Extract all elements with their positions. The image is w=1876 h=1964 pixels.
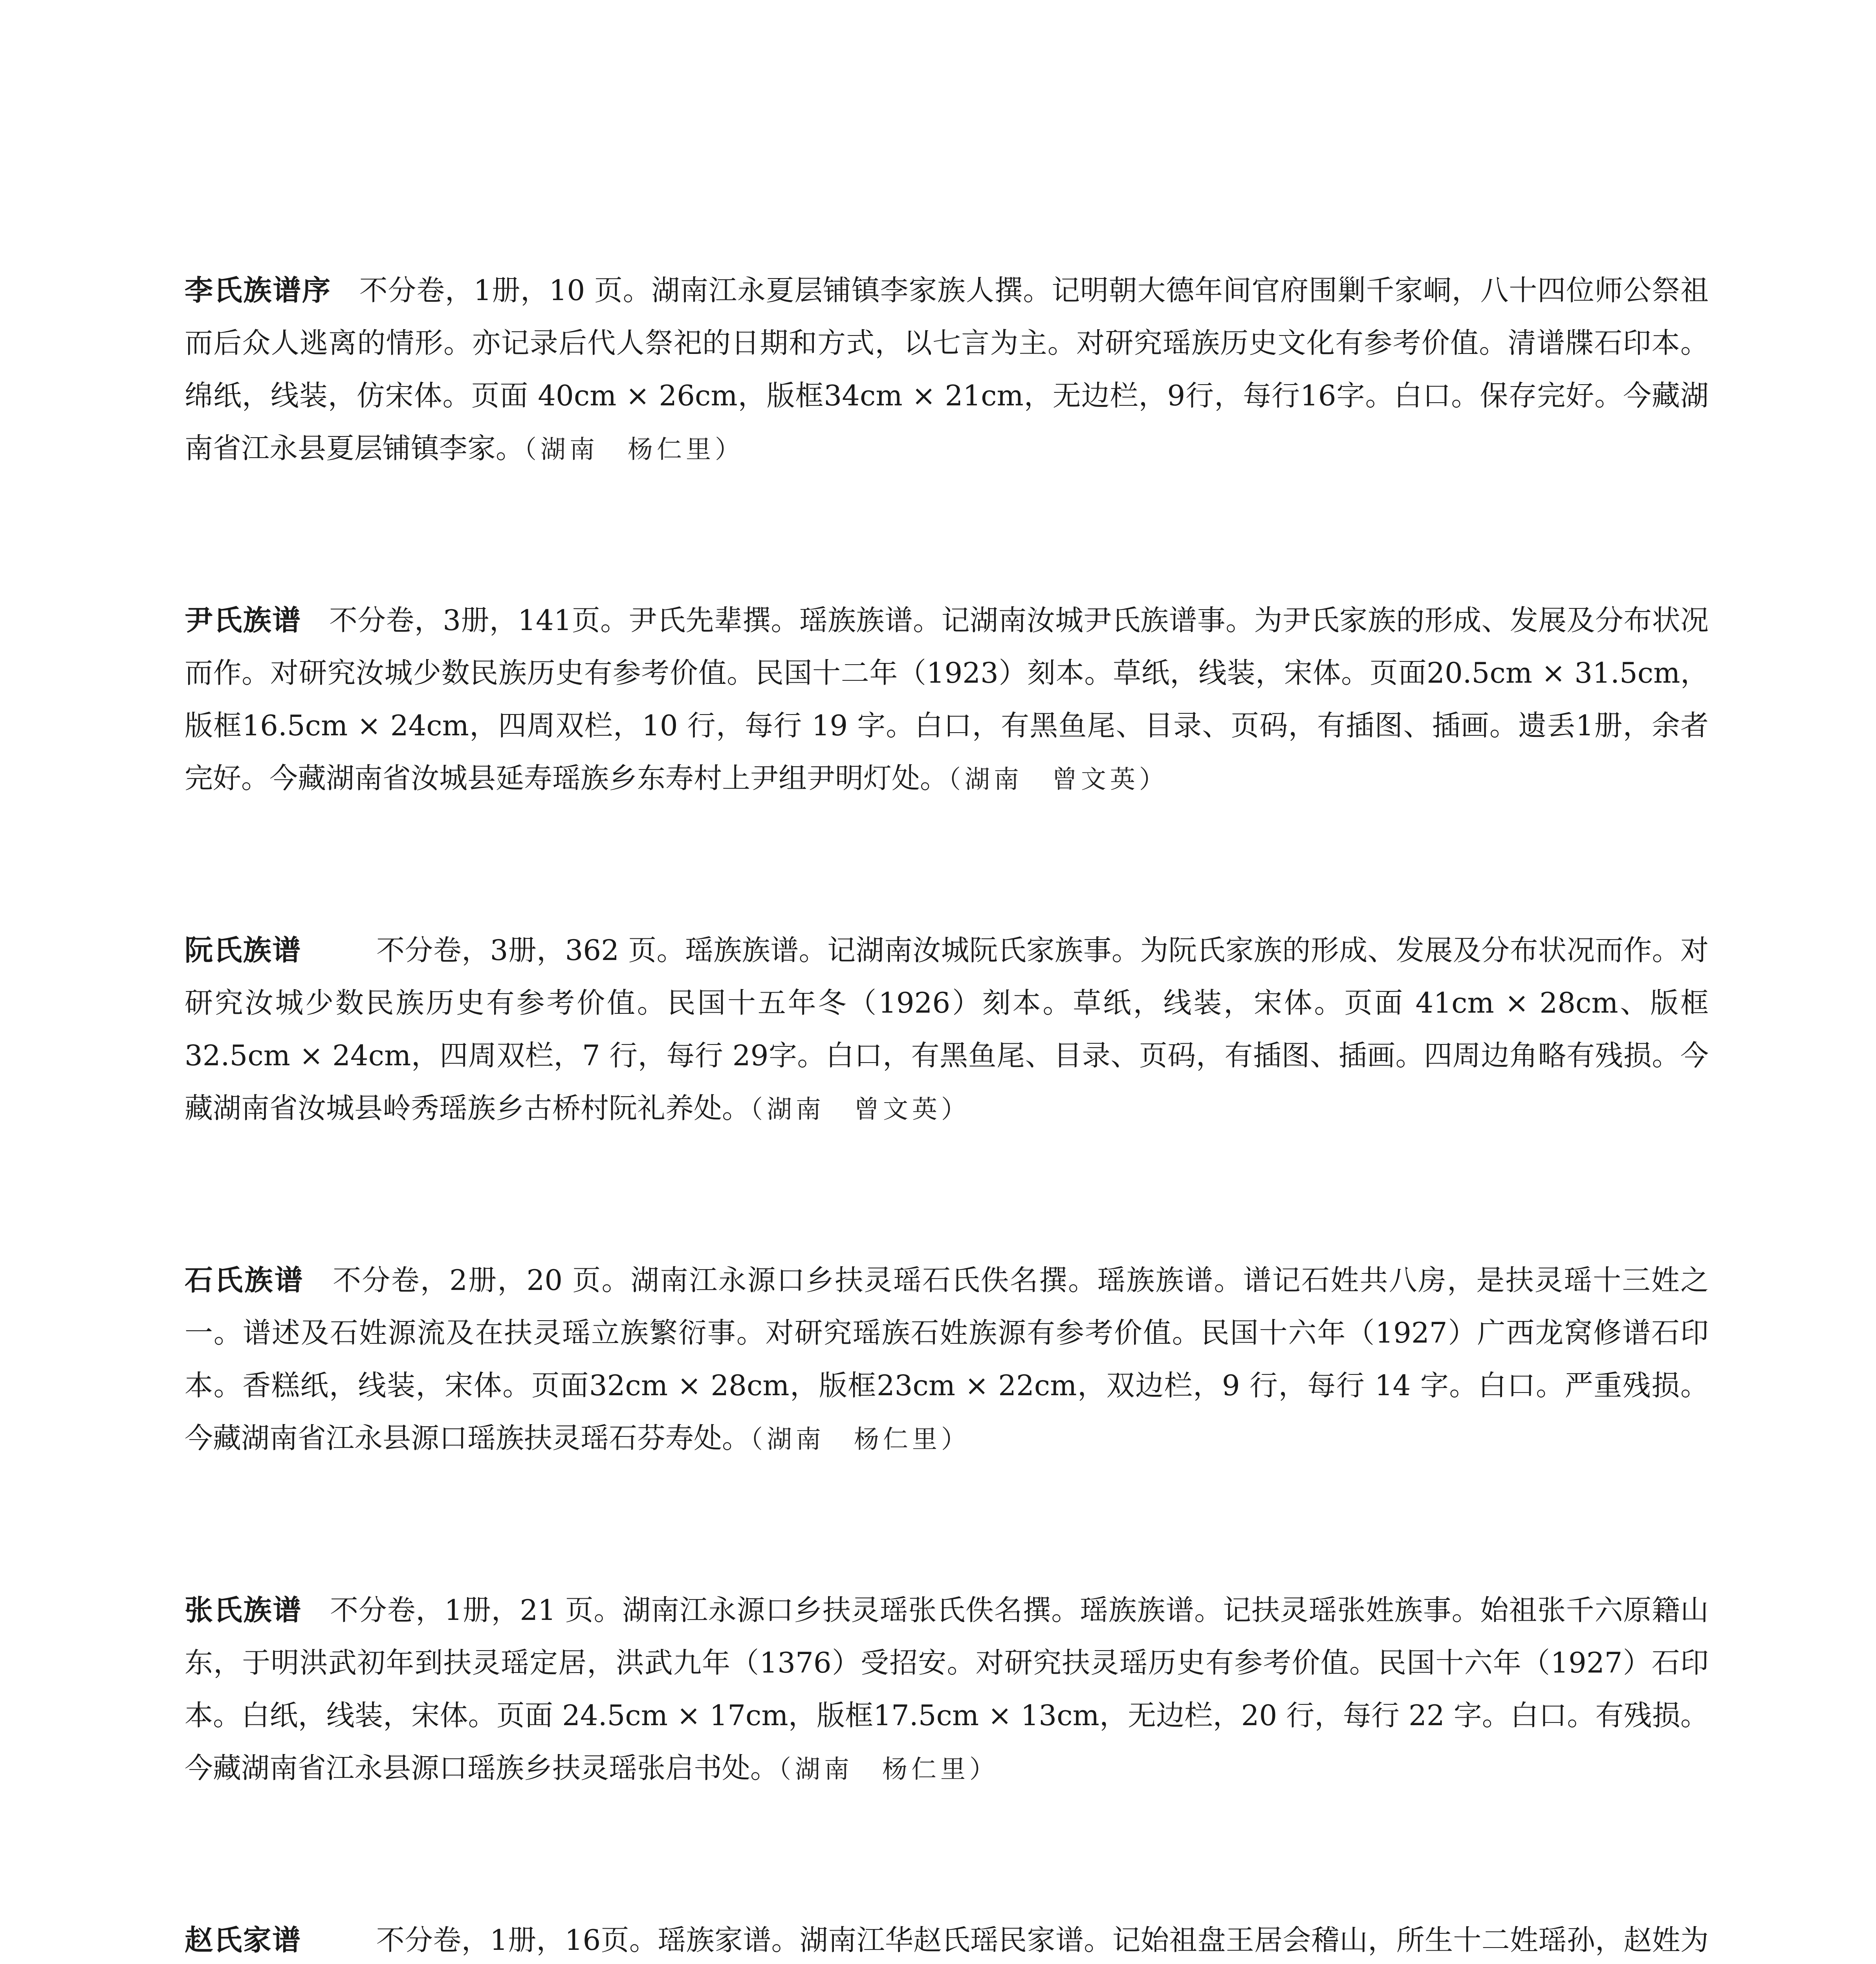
entry-author: （湖南 曾文英） xyxy=(948,765,1169,794)
entry-author: （湖南 杨仁里） xyxy=(524,435,744,464)
entry-author: （湖南 杨仁里） xyxy=(779,1755,999,1784)
entry-body: 不分卷，1册，10 页。湖南江永夏层铺镇李家族人撰。记明朝大德年间官府围剿千家峒，八十四位师公祭祖而后众人逃离的情形。亦记录后代人祭祀的日期和方式，以七言为主。对研究瑶族历史文化有参考价值。清谱牒石印本。绵纸，线装，仿宋体。页面 40cm × 26cm，版框34cm × 21cm，无边栏，9行，每行16字。白口。保存完好。今藏湖南省江永县夏层铺镇李家。 xyxy=(185,274,1709,465)
entry-body: 不分卷，3册，141页。尹氏先辈撰。瑶族族谱。记湖南汝城尹氏族谱事。为尹氏家族的形成、发展及分布状况而作。对研究汝城少数民族历史有参考价值。民国十二年（1923）刻本。草纸，线装，宋体。页面20.5cm × 31.5cm，版框16.5cm × 24cm，四周双栏，10 行，每行 19 字。白口，有黑鱼尾、目录、页码，有插图、插画。遗丢1册，余者完好。今藏湖南省汝城县延寿瑶族乡东寿村上尹组尹明灯处。 xyxy=(185,604,1709,795)
entry-body: 不分卷，1册，16页。瑶族家谱。湖南江华赵氏瑶民家谱。记始祖盘王居会稽山，所生十二姓瑶孙，赵姓为 xyxy=(376,1924,1709,1957)
entry-li-genealogy-preface xyxy=(185,264,1709,476)
entry-yin-genealogy xyxy=(185,594,1709,806)
entry-body: 不分卷，3册，362 页。瑶族族谱。记湖南汝城阮氏家族事。为阮氏家族的形成、发展及分布状况而作。对研究汝城少数民族历史有参考价值。民国十五年冬（1926）刻本。草纸，线装，宋体。页面 41cm × 28cm、版框 32.5cm × 24cm，四周双栏，7 行，每行 29字。白口，有黑鱼尾、目录、页码，有插图、插画。四周边角略有残损。今藏湖南省汝城县岭秀瑶族乡古桥村阮礼养处。 xyxy=(185,934,1709,1125)
entry-title: 尹氏族谱 xyxy=(185,604,302,637)
entry-ruan-genealogy xyxy=(185,924,1709,1136)
entry-title: 赵氏家谱 xyxy=(185,1924,302,1957)
entry-title: 阮氏族谱 xyxy=(185,934,302,967)
entry-author: （湖南 杨仁里） xyxy=(750,1425,971,1454)
entry-body: 不分卷，2册，20 页。湖南江永源口乡扶灵瑶石氏佚名撰。瑶族族谱。谱记石姓共八房，是扶灵瑶十三姓之一。谱述及石姓源流及在扶灵瑶立族繁衍事。对研究瑶族石姓族源有参考价值。民国十六年（1927）广西龙窝修谱石印本。香糕纸，线装，宋体。页面32cm × 28cm，版框23cm × 22cm，双边栏，9 行，每行 14 字。白口。严重残损。今藏湖南省江永县源口瑶族扶灵瑶石芬寿处。 xyxy=(185,1264,1709,1455)
entry-title: 张氏族谱 xyxy=(185,1594,302,1627)
entry-shi-genealogy xyxy=(185,1254,1709,1466)
entry-title: 李氏族谱序 xyxy=(185,274,332,307)
entry-author: （湖南 曾文英） xyxy=(750,1095,971,1124)
entry-zhang-genealogy xyxy=(185,1584,1709,1796)
entry-title: 石氏族谱 xyxy=(185,1264,304,1297)
entry-list xyxy=(185,236,1709,1964)
entry-zhao-family-record xyxy=(185,1914,1709,1964)
entry-body: 不分卷，1册，21 页。湖南江永源口乡扶灵瑶张氏佚名撰。瑶族族谱。记扶灵瑶张姓族事。始祖张千六原籍山东，于明洪武初年到扶灵瑶定居，洪武九年（1376）受招安。对研究扶灵瑶历史有参考价值。民国十六年（1927）石印本。白纸，线装，宋体。页面 24.5cm × 17cm，版框17.5cm × 13cm，无边栏，20 行，每行 22 字。白口。有残损。今藏湖南省江永县源口瑶族乡扶灵瑶张启书处。 xyxy=(185,1594,1709,1784)
